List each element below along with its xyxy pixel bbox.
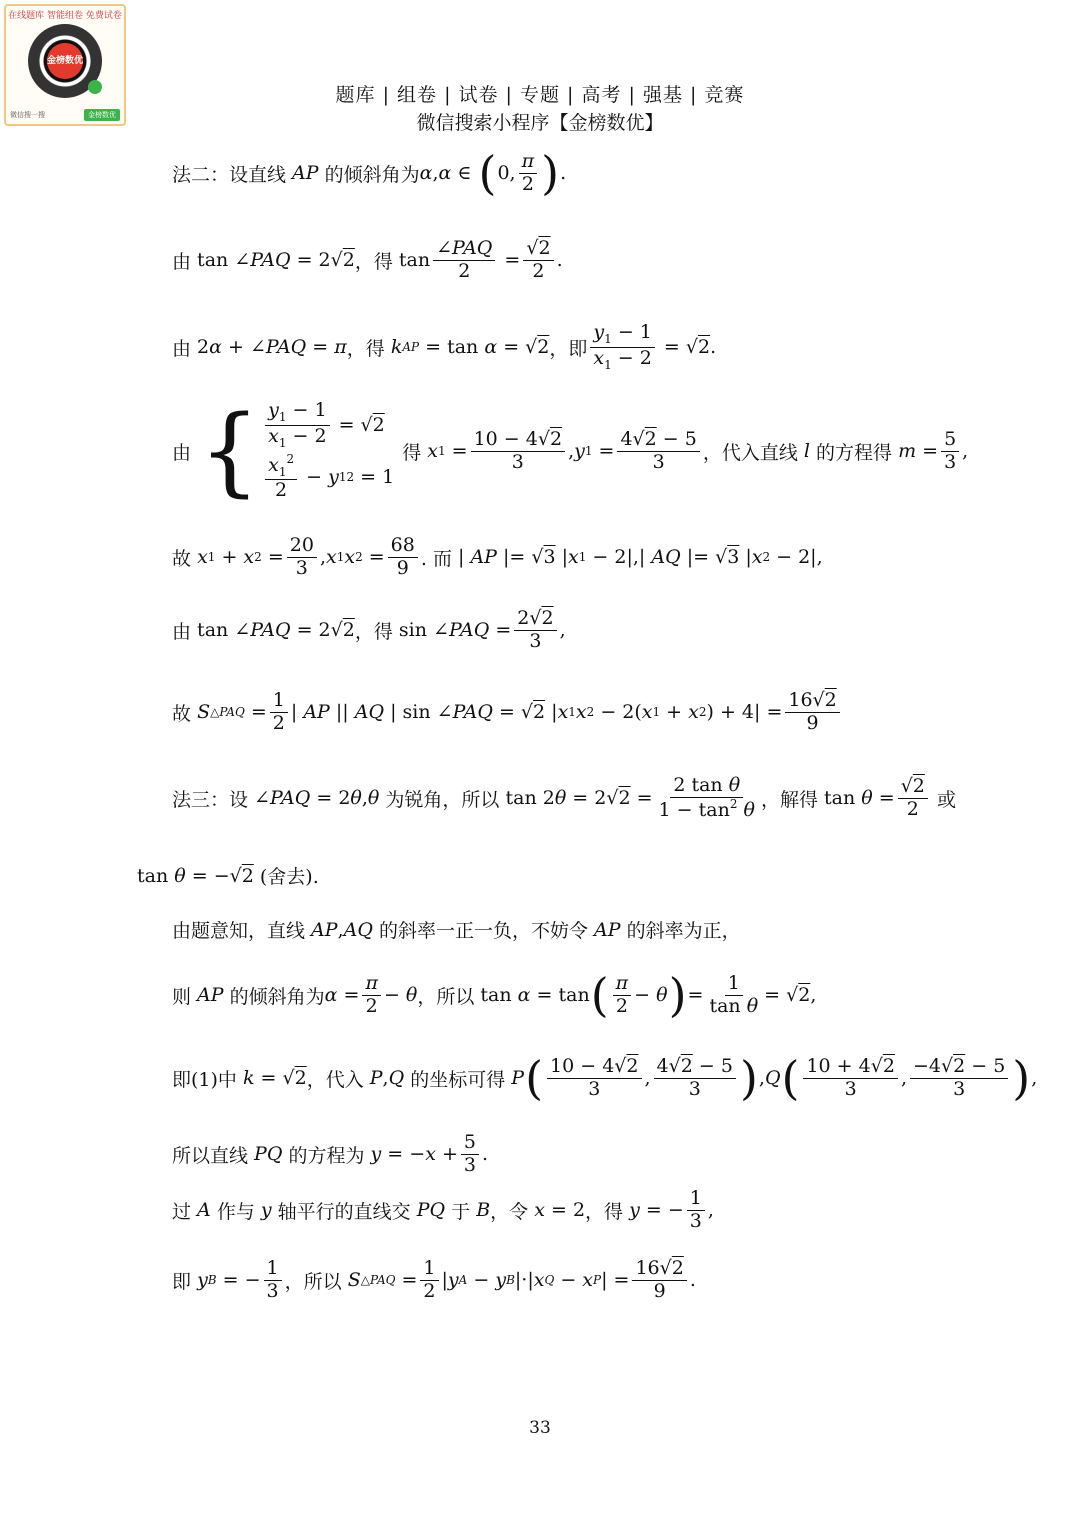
line-area-method-2: 故 S △PAQ = $\frac{1}{2}$ | AP || AQ | sin ∠ PAQ = √ 2 | x 1 x 2 − 2( x 1 + x 2 ) + 4| = $\frac{16√2}{9}$ — [172, 690, 843, 735]
line-point-b: 过 A 作与 y 轴平行的直线交 PQ 于 B ，令 x = 2 ，得 y = − $\frac{1}{3}$ , — [172, 1187, 714, 1232]
line-sin-paq: 由 tan ∠ PAQ = 2√ 2 ，得 sin ∠ PAQ = $\frac{2√2}{3}$ , — [172, 607, 566, 652]
line-vieta: 故 x 1 + x 2 = $\frac{20}{3}$ , x 1 x 2 = $\frac{68}{9}$ . 而 | AP |= √ 3 | x 1 − 2|,| AQ |= √ 3 | x 2 − 2|, — [172, 534, 823, 579]
equation-system: { $\frac{y_1 - 1}{x_1 - 2}$ = √ 2 $\frac{x_1^2}{2}$ − y 1 2 = 1 — [199, 395, 395, 508]
line-pq-equation: 所以直线 PQ 的方程为 y = − x + $\frac{5}{3}$ . — [172, 1131, 489, 1176]
logo-badge: 金榜数优 — [47, 43, 83, 79]
line-system: 由 { $\frac{y_1 - 1}{x_1 - 2}$ = √ 2 $\frac{x_1^2}{2}$ − y 1 2 = 1 得 x 1 = $\frac{10 - 4√2}{3}$ , y 1 = $\frac{4√2 - 5}{3}$ ，代入直线 l 的方程得 m = $\frac{5}{3}$ , — [172, 395, 969, 508]
logo-footer-right: 金榜数优 — [84, 109, 120, 121]
line-slopes: 由题意知，直线 AP , AQ 的斜率一正一负，不妨令 AP 的斜率为正， — [172, 918, 741, 942]
header-links: 题库 | 组卷 | 试卷 | 专题 | 高考 | 强基 | 竞赛 — [335, 84, 745, 106]
line-2alpha: 由 2 α + ∠ PAQ = π ，得 k AP = tan α = √ 2 ，即 $\frac{y_1 - 1}{x_1 - 2}$ = √ 2 . — [172, 321, 717, 372]
line-tan-theta-rejected: tan θ = −√ 2 (舍去). — [137, 864, 319, 888]
line-area-method-3: 即 y B = − $\frac{1}{3}$ ，所以 S △PAQ = $\frac{1}{2}$ | y A − y B |·| x Q − x P | = $\frac{16√2}{9}$ . — [172, 1257, 696, 1302]
header-subtitle: 微信搜索小程序【金榜数优】 — [416, 112, 664, 134]
logo-footer-left: 微信搜一搜 — [10, 111, 45, 119]
page-number: 33 — [529, 1418, 551, 1438]
line-method-3: 法三：设 ∠ PAQ = 2 θ , θ 为锐角，所以 tan 2 θ = 2√ 2 = $\frac{\text{2 tan θ}}{1 - \tan^2 \theta}$ ，解得 tan θ = $\frac{√2}{2}$ 或 — [172, 774, 956, 821]
line-method-2: 法二：设直线 AP 的倾斜角为 α , α ∈ ( 0, $\frac{\pi}{2}$ ) . — [172, 146, 567, 200]
line-pq-coords: 即(1)中 k = √ 2 ，代入 P , Q 的坐标可得 P ( $\frac{10 - 4√2}{3}$ , $\frac{4√2 - 5}{3}$ ) , Q ( $\frac{10 + 4√2}{3}$ , $\frac{-4√2 - 5}{3}$ ) , — [172, 1051, 1038, 1105]
line-alpha: 则 AP 的倾斜角为 α = $\frac{\pi}{2}$ − θ ，所以 tan α = tan ( $\frac{\pi}{2}$ − θ ) = $\frac{1}{\text{tan θ}}$ = √ 2 , — [172, 968, 817, 1022]
logo-top-text: 在线题库 智能组卷 免费试卷 — [8, 11, 122, 21]
line-tan-paq: 由 tan ∠ PAQ = 2√ 2 ，得 tan $\frac{\text{∠PAQ}}{2}$ = $\frac{√2}{2}$ . — [172, 237, 563, 282]
